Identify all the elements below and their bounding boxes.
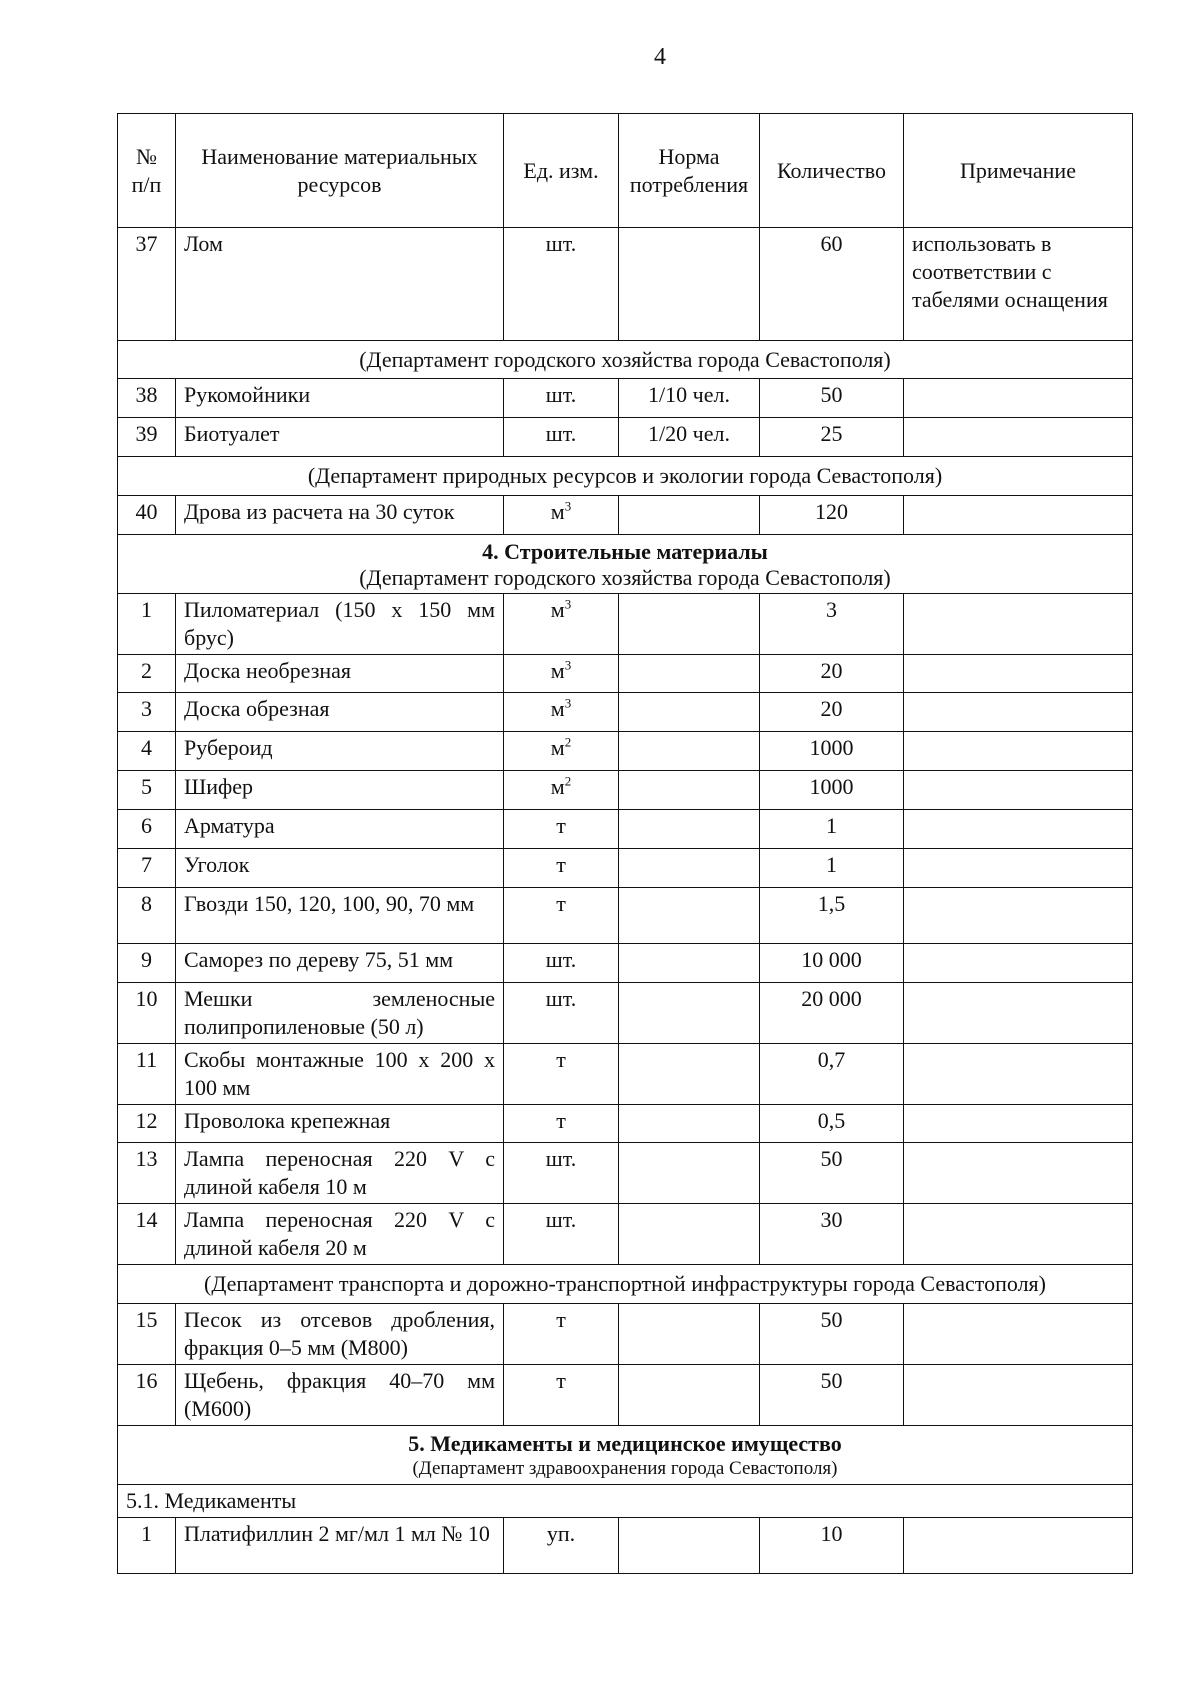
cell-qty: 20 000 [760,983,904,1044]
table-row [118,810,1133,849]
cell-qty: 120 [760,496,904,535]
cell-norm [619,944,760,983]
cell-name: Платифиллин 2 мг/мл 1 мл № 10 [176,1518,504,1574]
cell-num: 14 [118,1204,176,1265]
cell-num: 6 [118,810,176,849]
cell-name: Лампа переносная 220 V с длиной кабеля 20 м [176,1204,504,1265]
cell-note [904,810,1133,849]
cell-note [904,1365,1133,1426]
cell-note [904,1518,1133,1574]
section-row [118,535,1133,594]
cell-qty: 50 [760,1143,904,1204]
table-row [118,771,1133,810]
cell-num: 13 [118,1143,176,1204]
cell-unit [504,810,619,849]
cell-qty: 1000 [760,732,904,771]
unit-exponent: 3 [564,498,572,514]
cell-qty: 1,5 [760,888,904,944]
cell-note [904,1105,1133,1143]
cell-norm [619,1518,760,1574]
cell-unit [504,732,619,771]
cell-num: 8 [118,888,176,944]
cell-qty: 60 [760,228,904,341]
cell-unit [504,1304,619,1365]
cell-note [904,1143,1133,1204]
cell-note [904,655,1133,693]
department-row [118,1265,1133,1304]
table-row [118,1143,1133,1204]
header-qty: Количество [760,114,904,228]
cell-num: 37 [118,228,176,341]
cell-note [904,944,1133,983]
subsection-row [118,1485,1133,1518]
cell-norm [619,1304,760,1365]
cell-num: 16 [118,1365,176,1426]
cell-name: Доска необрезная [176,655,504,693]
department-label: (Департамент городского хозяйства города Севастополя) [118,341,1133,379]
department-row [118,341,1133,379]
table-row [118,849,1133,888]
cell-norm [619,849,760,888]
cell-qty: 50 [760,1365,904,1426]
cell-note [904,496,1133,535]
cell-qty: 1000 [760,771,904,810]
cell-norm [619,1204,760,1265]
cell-norm [619,1105,760,1143]
unit-text: т [556,852,566,877]
unit-text: м [550,658,565,683]
header-note: Примечание [904,114,1133,228]
unit-text: шт. [545,1146,577,1171]
unit-text: уп. [546,1521,576,1546]
table-row [118,983,1133,1044]
cell-name: Щебень, фракция 40–70 мм (М600) [176,1365,504,1426]
cell-unit [504,1143,619,1204]
cell-unit [504,594,619,655]
cell-num: 5 [118,771,176,810]
table-header-row [118,114,1133,228]
cell-unit [504,771,619,810]
unit-exponent: 2 [564,773,572,789]
cell-num: 11 [118,1044,176,1105]
unit-exponent: 3 [564,596,572,612]
cell-name: Лампа переносная 220 V с длиной кабеля 10 м [176,1143,504,1204]
cell-unit [504,379,619,418]
unit-text: м [550,735,565,760]
table-row [118,1044,1133,1105]
cell-unit [504,1204,619,1265]
table-body [118,228,1133,1574]
cell-unit [504,1105,619,1143]
cell-qty: 0,7 [760,1044,904,1105]
cell-num: 10 [118,983,176,1044]
cell-num: 39 [118,418,176,457]
cell-norm [619,771,760,810]
cell-qty: 10 000 [760,944,904,983]
unit-text: шт. [545,1207,577,1232]
cell-name: Дрова из расчета на 30 суток [176,496,504,535]
subsection-title: 5.1. Медикаменты [118,1485,1133,1518]
cell-num: 2 [118,655,176,693]
table-row [118,418,1133,457]
cell-unit [504,983,619,1044]
cell-note [904,1304,1133,1365]
cell-norm [619,496,760,535]
cell-note [904,849,1133,888]
material-resources-table [117,113,1133,1574]
cell-note [904,693,1133,732]
cell-name: Доска обрезная [176,693,504,732]
cell-unit [504,418,619,457]
section-title: 5. Медикаменты и медицинское имущество [408,1431,842,1456]
cell-norm [619,655,760,693]
cell-qty: 0,5 [760,1105,904,1143]
cell-qty: 20 [760,693,904,732]
cell-norm [619,810,760,849]
cell-note [904,594,1133,655]
cell-name: Уголок [176,849,504,888]
cell-unit [504,693,619,732]
section-department: (Департамент здравоохранения города Севастополя) [412,1458,838,1479]
cell-norm [619,1044,760,1105]
unit-text: т [556,891,566,916]
cell-note [904,379,1133,418]
cell-name: Рубероид [176,732,504,771]
cell-name: Арматура [176,810,504,849]
section-cell [118,535,1133,594]
cell-note: использовать в соответствии с табелями оснащения [904,228,1133,341]
cell-norm: 1/10 чел. [619,379,760,418]
cell-norm [619,228,760,341]
department-label: (Департамент природных ресурсов и экологии города Севастополя) [118,457,1133,496]
cell-num: 4 [118,732,176,771]
table-row [118,655,1133,693]
cell-note [904,732,1133,771]
table-row [118,1518,1133,1574]
cell-num: 1 [118,1518,176,1574]
department-label: (Департамент транспорта и дорожно-транспортной инфраструктуры города Севастополя) [118,1265,1133,1304]
cell-name: Песок из отсевов дробления, фракция 0–5 мм (М800) [176,1304,504,1365]
header-norm: Норма потребления [619,114,760,228]
cell-norm [619,594,760,655]
unit-text: м [550,774,565,799]
cell-unit [504,888,619,944]
cell-unit [504,496,619,535]
header-num: № п/п [118,114,176,228]
table-row [118,1365,1133,1426]
cell-unit [504,228,619,341]
cell-name: Шифер [176,771,504,810]
cell-name: Гвозди 150, 120, 100, 90, 70 мм [176,888,504,944]
table-row [118,1105,1133,1143]
cell-num: 40 [118,496,176,535]
cell-num: 9 [118,944,176,983]
table-row [118,1304,1133,1365]
cell-note [904,418,1133,457]
unit-text: м [550,696,565,721]
unit-text: шт. [545,947,577,972]
table-row [118,693,1133,732]
cell-note [904,771,1133,810]
unit-text: т [556,1047,566,1072]
cell-num: 12 [118,1105,176,1143]
cell-num: 38 [118,379,176,418]
cell-name: Рукомойники [176,379,504,418]
cell-norm: 1/20 чел. [619,418,760,457]
cell-qty: 3 [760,594,904,655]
unit-exponent: 2 [564,734,572,750]
unit-exponent: 3 [564,695,572,711]
cell-qty: 10 [760,1518,904,1574]
header-name: Наименование материальных ресурсов [176,114,504,228]
unit-text: шт. [545,231,577,256]
unit-text: т [556,1368,566,1393]
cell-norm [619,983,760,1044]
header-unit: Ед. изм. [504,114,619,228]
table-row [118,496,1133,535]
cell-unit [504,1518,619,1574]
cell-norm [619,732,760,771]
department-row [118,457,1133,496]
cell-unit [504,849,619,888]
table-row [118,379,1133,418]
table-row [118,594,1133,655]
unit-text: шт. [545,382,577,407]
unit-exponent: 3 [564,657,572,673]
cell-qty: 1 [760,810,904,849]
cell-name: Проволока крепежная [176,1105,504,1143]
unit-text: т [556,813,566,838]
cell-norm [619,693,760,732]
cell-unit [504,1365,619,1426]
cell-name: Лом [176,228,504,341]
cell-name: Мешки земленосные полипропиленовые (50 л) [176,983,504,1044]
cell-qty: 1 [760,849,904,888]
cell-unit [504,655,619,693]
section-title: 4. Строительные материалы [482,539,768,564]
table-row [118,888,1133,944]
cell-unit [504,944,619,983]
cell-qty: 25 [760,418,904,457]
cell-qty: 50 [760,1304,904,1365]
cell-name: Саморез по дереву 75, 51 мм [176,944,504,983]
cell-name: Скобы монтажные 100 х 200 х 100 мм [176,1044,504,1105]
cell-norm [619,1143,760,1204]
cell-qty: 20 [760,655,904,693]
unit-text: т [556,1108,566,1133]
cell-note [904,1204,1133,1265]
cell-qty: 30 [760,1204,904,1265]
cell-norm [619,888,760,944]
cell-num: 15 [118,1304,176,1365]
section-row [118,1426,1133,1485]
cell-unit [504,1044,619,1105]
cell-name: Биотуалет [176,418,504,457]
unit-text: м [550,499,565,524]
table-row [118,944,1133,983]
cell-norm [619,1365,760,1426]
cell-num: 1 [118,594,176,655]
page-number: 4 [654,44,666,70]
section-department: (Департамент городского хозяйства города Севастополя) [359,565,891,590]
cell-num: 7 [118,849,176,888]
cell-note [904,1044,1133,1105]
table-row [118,228,1133,341]
cell-qty: 50 [760,379,904,418]
unit-text: м [550,597,565,622]
cell-name: Пиломатериал (150 х 150 мм брус) [176,594,504,655]
section-cell [118,1426,1133,1485]
unit-text: шт. [545,986,577,1011]
table-row [118,1204,1133,1265]
cell-note [904,983,1133,1044]
cell-num: 3 [118,693,176,732]
table-row [118,732,1133,771]
unit-text: шт. [545,421,577,446]
cell-note [904,888,1133,944]
unit-text: т [556,1307,566,1332]
